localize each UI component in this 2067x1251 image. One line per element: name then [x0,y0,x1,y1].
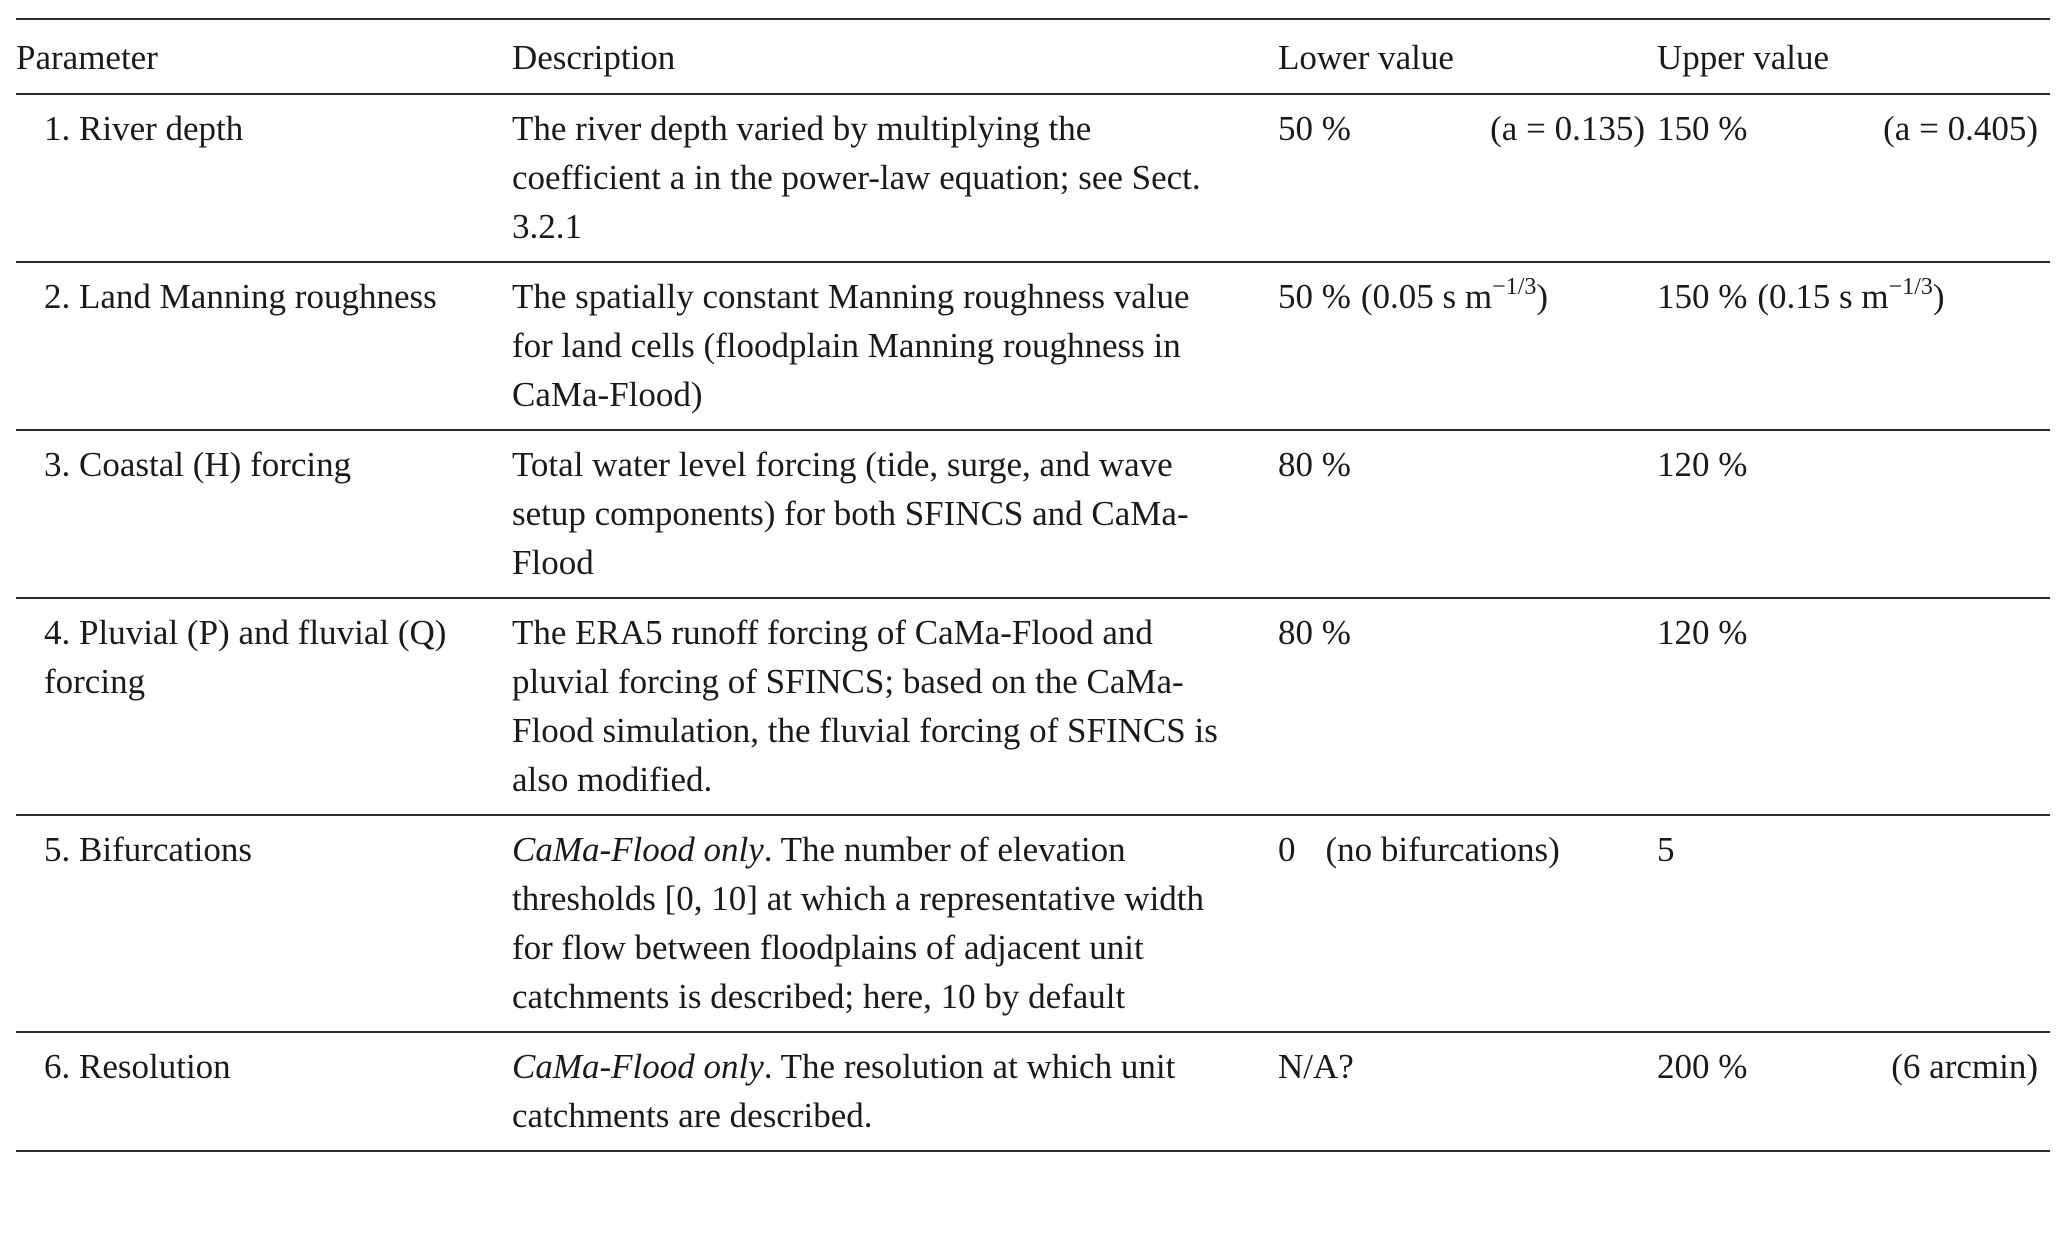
lower-value: N/A? [1278,1047,1354,1086]
upper-value: 120 % [1657,445,1748,484]
description-cell [512,1032,1278,1151]
header-upper-value: Upper value [1657,38,1830,77]
description-lead: CaMa-Flood only [512,1047,764,1086]
description-text: The river depth varied by multiplying the coefficient a in the power-law equation; see Sect. 3.2.1 [512,109,1201,246]
parameter-cell: 4. Pluvial (P) and fluvial (Q) forcing [44,613,447,701]
table-row [16,262,2050,430]
description-text: The ERA5 runoff forcing of CaMa-Flood and pluvial forcing of SFINCS; based on the CaMa-Flood simulation, the fluvial forcing of SFINCS is also modified. [512,613,1218,799]
upper-exponent: −1/3 [1888,274,1933,300]
lower-value-cell [1278,598,1657,815]
lower-value: 80 % [1278,613,1351,652]
description-cell [512,94,1278,262]
upper-note: (0.15 s m [1757,277,1889,316]
parameter-table [16,18,2050,1152]
upper-value: 200 % [1657,1047,1748,1086]
header-parameter: Parameter [16,38,158,77]
lower-note: (0.05 s m [1360,277,1493,316]
table-row [16,94,2050,262]
lower-value-cell [1278,430,1657,598]
lower-value-cell [1278,1032,1657,1151]
description-text: . The number of elevation thresholds [0, 10] at which a representative width for flow between floodplains of adjacent unit catchments is described; here, 10 by default [512,830,1205,1016]
parameter-cell: 6. Resolution [44,1047,231,1086]
parameter-cell: 1. River depth [44,109,244,148]
parameter-cell: 2. Land Manning roughness [44,277,437,316]
lower-value: 50 % [1278,109,1351,148]
upper-value-cell [1657,815,2050,1032]
table-row [16,598,2050,815]
description-cell [512,262,1278,430]
lower-note-close: ) [1536,277,1549,316]
lower-value-cell [1278,94,1657,262]
upper-value: 5 [1657,830,1675,869]
header-description: Description [512,38,676,77]
header-lower-value: Lower value [1278,38,1454,77]
upper-value: 150 % [1657,277,1748,316]
table-row [16,815,2050,1032]
description-text: . The resolution at which unit catchments are described. [512,1047,1176,1135]
upper-value: 120 % [1657,613,1748,652]
description-text: The spatially constant Manning roughness value for land cells (floodplain Manning roughness in CaMa-Flood) [512,277,1190,414]
upper-value-cell [1657,598,2050,815]
parameter-cell: 3. Coastal (H) forcing [44,445,352,484]
lower-note: (no bifurcations) [1325,830,1560,869]
upper-value-cell [1657,1032,2050,1151]
upper-note-close: ) [1932,277,1945,316]
description-lead: CaMa-Flood only [512,830,764,869]
upper-value: 150 % [1657,109,1748,148]
lower-value: 50 % [1278,277,1351,316]
parameter-cell: 5. Bifurcations [44,830,253,869]
table-body [16,94,2050,1151]
lower-value: 80 % [1278,445,1351,484]
header-row [16,19,2050,94]
lower-value-cell [1278,815,1657,1032]
description-cell [512,598,1278,815]
lower-value: 0 [1278,830,1296,869]
table-row [16,430,2050,598]
table-header [16,19,2050,94]
upper-value-cell [1657,430,2050,598]
lower-note-group [1361,272,1548,321]
upper-note: (6 arcmin) [1891,1047,2038,1086]
lower-exponent: −1/3 [1492,274,1537,300]
upper-value-cell [1657,262,2050,430]
lower-note: (a = 0.135) [1490,109,1645,148]
upper-value-cell [1657,94,2050,262]
upper-note: (a = 0.405) [1883,109,2038,148]
table-row [16,1032,2050,1151]
description-text: Total water level forcing (tide, surge, and wave setup components) for both SFINCS and CaMa-Flood [512,445,1189,582]
description-cell [512,815,1278,1032]
lower-value-cell [1278,262,1657,430]
upper-note-group [1757,272,1944,321]
description-cell [512,430,1278,598]
